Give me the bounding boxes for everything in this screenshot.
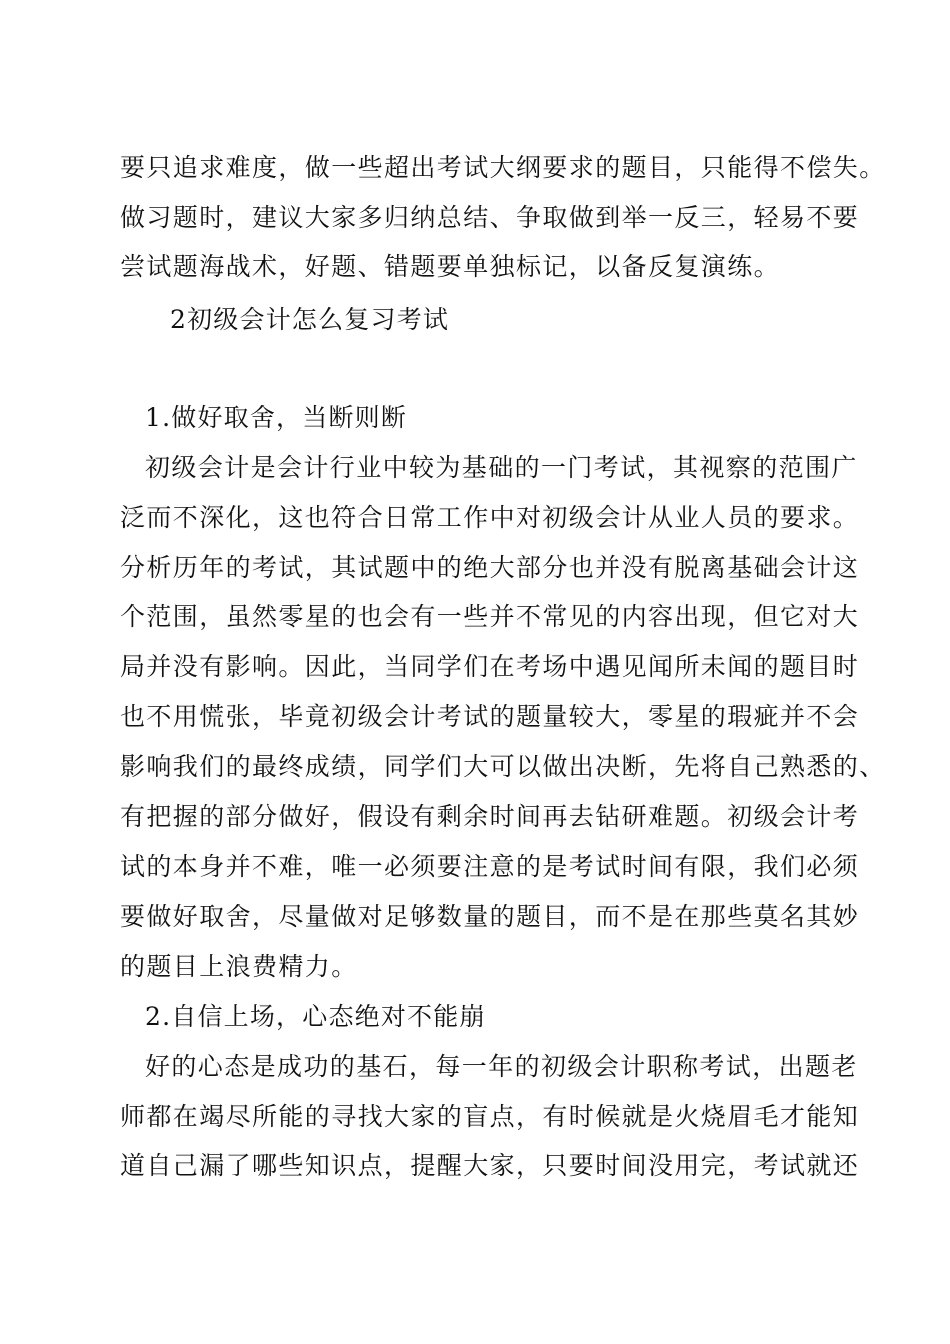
body-text-line: 个范围，虽然零星的也会有一些并不常见的内容出现，但它对大 xyxy=(120,602,860,631)
body-text-line: 有把握的部分做好，假设有剩余时间再去钻研难题。初级会计考 xyxy=(120,802,860,831)
paragraph-first-line: 好的心态是成功的基石，每一年的初级会计职称考试，出题老 xyxy=(145,1052,858,1081)
section-heading: 2初级会计怎么复习考试 xyxy=(170,305,450,334)
subsection-heading: 1.做好取舍，当断则断 xyxy=(145,403,408,432)
body-text-line: 要做好取舍，尽量做对足够数量的题目，而不是在那些莫名其妙 xyxy=(120,902,860,931)
body-text-line: 分析历年的考试，其试题中的绝大部分也并没有脱离基础会计这 xyxy=(120,553,860,582)
body-text-line: 局并没有影响。因此，当同学们在考场中遇见闻所未闻的题目时 xyxy=(120,652,860,681)
body-text-line: 试的本身并不难，唯一必须要注意的是考试时间有限，我们必须 xyxy=(120,852,860,881)
body-text-line: 道自己漏了哪些知识点，提醒大家，只要时间没用完，考试就还 xyxy=(120,1151,860,1180)
paragraph-first-line: 初级会计是会计行业中较为基础的一门考试，其视察的范围广 xyxy=(145,453,858,482)
body-text-line: 要只追求难度，做一些超出考试大纲要求的题目，只能得不偿失。 xyxy=(120,153,886,182)
body-text-line: 做习题时，建议大家多归纳总结、争取做到举一反三，轻易不要 xyxy=(120,203,860,232)
body-text-line: 的题目上浪费精力。 xyxy=(120,952,358,981)
body-text-line: 师都在竭尽所能的寻找大家的盲点，有时候就是火烧眉毛才能知 xyxy=(120,1102,860,1131)
body-text-line: 泛而不深化，这也符合日常工作中对初级会计从业人员的要求。 xyxy=(120,503,860,532)
body-text-line: 尝试题海战术，好题、错题要单独标记，以备反复演练。 xyxy=(120,252,781,281)
body-text-line: 影响我们的最终成绩，同学们大可以做出决断，先将自己熟悉的、 xyxy=(120,752,886,781)
subsection-heading: 2.自信上场，心态绝对不能崩 xyxy=(145,1002,486,1031)
body-text-line: 也不用慌张，毕竟初级会计考试的题量较大，零星的瑕疵并不会 xyxy=(120,702,860,731)
